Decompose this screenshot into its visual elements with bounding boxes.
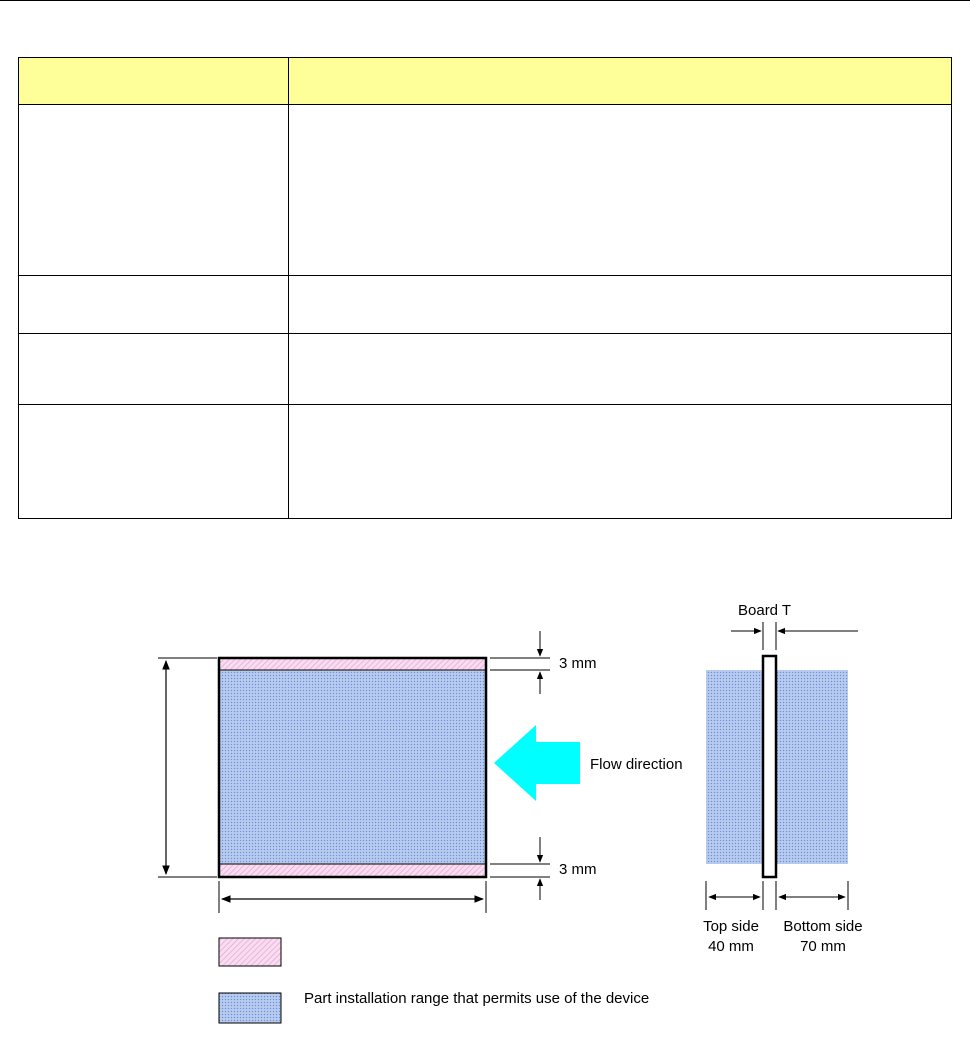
flow-arrow-icon [494, 725, 580, 801]
table-cell [289, 276, 952, 334]
table-cell [289, 334, 952, 405]
table-row [19, 334, 952, 405]
top-margin-pink [219, 658, 486, 670]
legend-blue-text: Part installation range that permits use of the device [304, 990, 650, 1007]
table-cell [19, 405, 289, 519]
table-row [19, 276, 952, 334]
bottom-margin-pink [219, 864, 486, 877]
table-cell [19, 105, 289, 276]
page-top-rule [0, 0, 970, 1]
bottom-side-value: 70 mm [800, 938, 846, 955]
spec-table [18, 57, 952, 519]
bottom-margin-label: 3 mm [559, 861, 597, 878]
legend-blue-swatch [219, 993, 281, 1023]
board-t-label: Board T [738, 602, 792, 619]
table-row [19, 405, 952, 519]
table-row [19, 105, 952, 276]
table-cell [19, 334, 289, 405]
width-dimension [219, 881, 486, 913]
table-cell [289, 105, 952, 276]
top-side-value: 40 mm [708, 938, 754, 955]
bottom-side-label: Bottom side [783, 918, 863, 935]
table-cell [19, 276, 289, 334]
height-dimension [158, 658, 217, 877]
table-header-cell [19, 58, 289, 105]
board-layout-figure [0, 590, 970, 1040]
board-thickness-dimension [731, 602, 858, 650]
top-margin-label: 3 mm [559, 655, 597, 672]
board-front-view [219, 658, 486, 877]
top-side-label: Top side [703, 918, 759, 935]
table-cell [289, 405, 952, 519]
legend-pink-swatch [219, 938, 281, 966]
side-depth-dimensions [703, 881, 863, 955]
flow-direction-label: Flow direction [590, 756, 683, 773]
board-cross-section [763, 656, 776, 877]
legend [219, 938, 649, 1023]
bottom-margin-dimension [490, 837, 597, 900]
part-area-blue [219, 658, 486, 877]
table-header-row [19, 58, 952, 105]
table-header-cell [289, 58, 952, 105]
flow-direction [494, 725, 683, 801]
bottom-side-area [776, 670, 848, 864]
board-side-view [706, 656, 848, 877]
top-margin-dimension [490, 631, 597, 694]
top-side-area [706, 670, 763, 864]
